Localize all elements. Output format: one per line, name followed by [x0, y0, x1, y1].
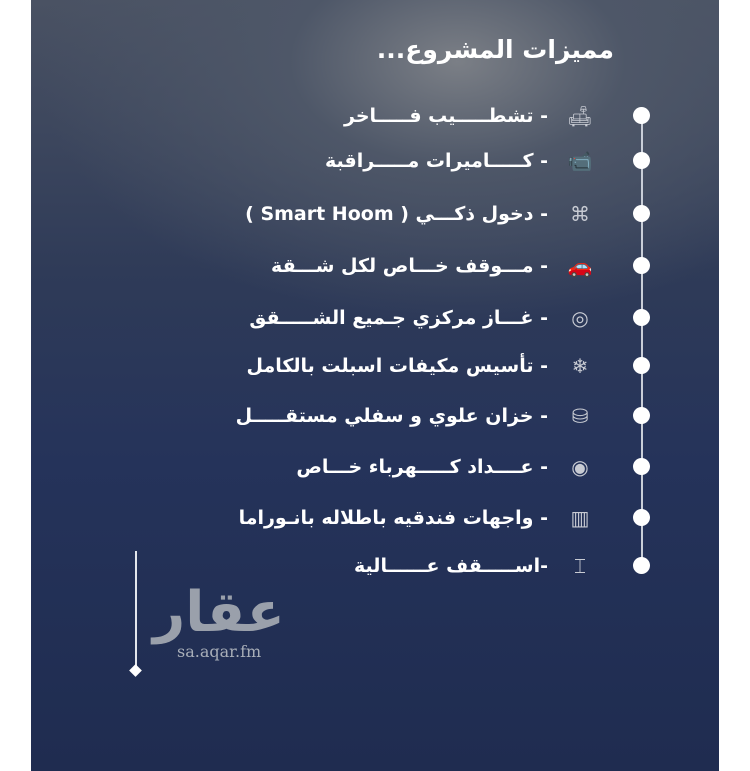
bullet-dot	[633, 407, 650, 424]
feature-label: -اســـــقف عــــــالية	[354, 555, 548, 577]
bullet-dot	[633, 309, 650, 326]
feature-item	[31, 401, 719, 431]
feature-item	[31, 452, 719, 482]
feature-item	[31, 101, 719, 131]
parking-icon: 🚗	[567, 254, 593, 278]
ceiling-height-icon: ⌶	[574, 554, 586, 578]
feature-item	[31, 351, 719, 381]
feature-label: - عــــداد كـــــهرباء خـــاص	[296, 456, 548, 478]
furniture-icon: 🛋	[567, 104, 593, 128]
bullet-dot	[633, 107, 650, 124]
air-conditioner-icon: ❄	[571, 354, 589, 378]
feature-label: - تشطـــــيب فـــــاخر	[344, 105, 548, 127]
feature-item	[31, 199, 719, 229]
water-tank-icon: ⛁	[571, 404, 589, 428]
decorative-line	[135, 551, 137, 666]
smart-home-icon: ⌘	[570, 202, 590, 226]
feature-label: - دخول ذكـــي ( Smart Hoom )	[245, 203, 548, 225]
feature-item	[31, 251, 719, 281]
watermark-logo: عقار	[153, 580, 285, 645]
feature-item	[31, 303, 719, 333]
security-camera-icon: 📹	[567, 149, 593, 173]
electric-meter-icon: ◉	[571, 455, 589, 479]
feature-label: - واجهات فندقيه باطلاله بانـوراما	[238, 507, 548, 529]
bullet-dot	[633, 458, 650, 475]
gas-gauge-icon: ◎	[571, 306, 589, 330]
bullet-dot	[633, 357, 650, 374]
page-title: مميزات المشروع...	[376, 35, 614, 64]
bullet-dot	[633, 152, 650, 169]
building-facade-icon: ▥	[570, 506, 590, 530]
bullet-dot	[633, 557, 650, 574]
feature-item	[31, 503, 719, 533]
bullet-dot	[633, 257, 650, 274]
feature-label: - خزان علوي و سفلي مستقـــــل	[235, 405, 548, 427]
features-poster	[31, 0, 719, 771]
bullet-dot	[633, 205, 650, 222]
feature-item	[31, 146, 719, 176]
timeline-line	[641, 116, 643, 566]
feature-label: - تأسيس مكيفات اسبلت بالكامل	[246, 355, 548, 377]
watermark-url: sa.aqar.fm	[177, 642, 262, 661]
feature-label: - كـــــاميرات مـــــراقبة	[325, 150, 548, 172]
feature-label: - مـــوقف خـــاص لكل شـــقة	[271, 255, 548, 277]
bullet-dot	[633, 509, 650, 526]
diamond-icon	[129, 664, 142, 677]
feature-label: - غـــاز مركزي جـميع الشـــــقق	[249, 307, 548, 329]
